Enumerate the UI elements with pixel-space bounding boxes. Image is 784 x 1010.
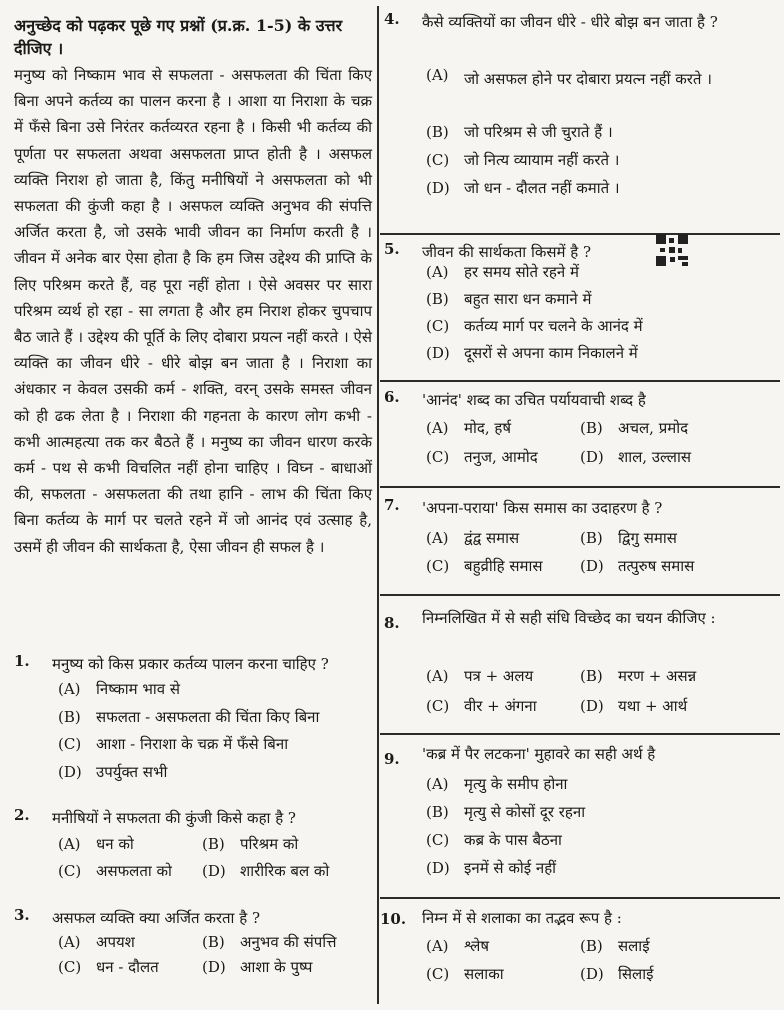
question-number: 2. (14, 806, 30, 824)
question-5 (384, 240, 776, 375)
option-a[interactable]: (A) जो असफल होने पर दोबारा प्रयत्न नहीं करते । (426, 66, 712, 88)
question-text: जीवन की सार्थकता किसमें है ? (422, 243, 592, 261)
question-number: 4. (384, 10, 400, 28)
question-text: असफल व्यक्ति क्या अर्जित करता है ? (52, 909, 260, 927)
divider-q10 (380, 897, 780, 899)
option-a[interactable]: (A) हर समय सोते रहने में (426, 263, 579, 281)
option-b[interactable]: (B) मरण + असन्न (580, 667, 697, 685)
option-c[interactable]: (C) जो नित्य व्यायाम नहीं करते । (426, 151, 620, 169)
option-a[interactable]: (A) अपयश (58, 933, 135, 951)
question-number: 5. (384, 240, 400, 258)
divider-q6 (380, 380, 780, 382)
option-c[interactable]: (C) कर्तव्य मार्ग पर चलने के आनंद में (426, 317, 643, 335)
question-text: मनुष्य को किस प्रकार कर्तव्य पालन करना चाहिए ? (52, 655, 329, 673)
question-2 (14, 806, 374, 896)
option-d[interactable]: (D) दूसरों से अपना काम निकालने में (426, 344, 638, 362)
column-divider (377, 6, 379, 1004)
instruction-heading: अनुच्छेद को पढ़कर पूछे गए प्रश्नों (प्र.क्र. 1-5) के उत्तर दीजिए । (14, 16, 343, 58)
option-a[interactable]: (A) निष्काम भाव से (58, 680, 181, 698)
question-9 (384, 742, 776, 892)
passage-section (14, 14, 372, 560)
question-1 (14, 652, 374, 792)
option-c[interactable]: (C) आशा - निराशा के चक्र में फँसे बिना (58, 735, 289, 753)
question-text: निम्नलिखित में से सही संधि विच्छेद का चयन कीजिए : (422, 609, 716, 627)
question-number: 7. (384, 496, 400, 514)
question-8 (384, 604, 776, 729)
option-c[interactable]: (C) वीर + अंगना (426, 697, 537, 715)
option-c[interactable]: (C) कब्र के पास बैठना (426, 831, 562, 849)
divider-q8 (380, 594, 780, 596)
option-d[interactable]: (D) जो धन - दौलत नहीं कमाते । (426, 179, 620, 197)
option-b[interactable]: (B) अचल, प्रमोद (580, 419, 689, 437)
question-text: 'कब्र में पैर लटकना' मुहावरे का सही अर्थ है (422, 745, 656, 763)
question-4 (384, 10, 776, 230)
option-d[interactable]: (D) उपर्युक्त सभी (58, 763, 168, 781)
option-b[interactable]: (B) द्विगु समास (580, 529, 677, 547)
option-b[interactable]: (B) मृत्यु से कोसों दूर रहना (426, 803, 586, 821)
option-b[interactable]: (B) अनुभव की संपत्ति (202, 933, 337, 951)
option-a[interactable]: (A) धन को (58, 835, 134, 853)
question-number: 8. (384, 614, 400, 632)
option-b[interactable]: (B) परिश्रम को (202, 835, 299, 853)
option-a[interactable]: (A) द्वंद्व समास (426, 529, 520, 547)
question-3 (14, 906, 374, 996)
question-text: निम्न में से शलाका का तद्भव रूप है : (422, 909, 622, 927)
question-number: 3. (14, 906, 30, 924)
option-c[interactable]: (C) असफलता को (58, 862, 172, 880)
passage-text: मनुष्य को निष्काम भाव से सफलता - असफलता की चिंता किए बिना अपने कर्तव्य का पालन करना है । आशा या निराशा के चक्र में फँसे बिना उसे निरंतर कर्तव्यरत रहना है । किसी भी कर्तव्य की पूर्णता पर सफलता अथवा असफलता प्राप्त होती है । असफल व्यक्ति निराश हो जाता है, किंतु मनीषियों ने असफलता को भी सफलता की कुंजी कहा है । असफल व्यक्ति अनुभव की संपत्ति अर्जित करता है, जो उसके भावी जीवन का निर्माण करती है । जीवन में अनेक बार ऐसा होता है कि हम जिस उद्देश्य की प्राप्ति के लिए परिश्रम करते हैं, वह पूरा नहीं होता । ऐसे अवसर पर सारा परिश्रम व्यर्थ हो रहा - सा लगता है और हम निराश होकर चुपचाप बैठ जाते हैं । उद्देश्य की पूर्ति के लिए दोबारा प्रयत्न नहीं करते । ऐसे व्यक्ति का जीवन धीरे - धीरे बोझ बन जाता है । निराशा का अंधकार न केवल उसकी कर्म - शक्ति, वरन् उसके समस्त जीवन को ही ढक लेता है । निराशा की गहनता के कारण लोग कभी - कभी आत्महत्या तक कर बैठते हैं । मनुष्य का जीवन धारण करके कर्म - पथ से कभी विचलित नहीं होना चाहिए । विघ्न - बाधाओं की, सफलता - असफलता की तथा हानि - लाभ की चिंता किए बिना कर्तव्य के मार्ग पर चलते रहने में जो आनंद एवं उत्साह है, उसमें ही जीवन की सार्थकता है, ऐसा जीवन ही सफल है । (14, 66, 372, 556)
option-b[interactable]: (B) बहुत सारा धन कमाने में (426, 290, 592, 308)
divider-q9 (380, 733, 780, 735)
option-d[interactable]: (D) आशा के पुष्प (202, 958, 313, 976)
question-6 (384, 388, 776, 483)
option-c[interactable]: (C) तनुज, आमोद (426, 448, 538, 466)
question-7 (384, 496, 776, 591)
question-text: 'अपना-पराया' किस समास का उदाहरण है ? (422, 499, 663, 517)
question-number: 6. (384, 388, 400, 406)
option-d[interactable]: (D) यथा + आर्थ (580, 697, 688, 715)
option-c[interactable]: (C) धन - दौलत (58, 958, 159, 976)
option-d[interactable]: (D) सिलाई (580, 965, 654, 983)
option-d[interactable]: (D) तत्पुरुष समास (580, 557, 695, 575)
question-text: मनीषियों ने सफलता की कुंजी किसे कहा है ? (52, 809, 296, 827)
option-d[interactable]: (D) इनमें से कोई नहीं (426, 859, 557, 877)
option-b[interactable]: (B) सलाई (580, 937, 650, 955)
question-text: 'आनंद' शब्द का उचित पर्यायवाची शब्द है (422, 391, 646, 409)
option-b[interactable]: (B) जो परिश्रम से जी चुराते हैं । (426, 123, 613, 141)
option-c[interactable]: (C) सलाका (426, 965, 504, 983)
divider-q7 (380, 486, 780, 488)
option-d[interactable]: (D) शारीरिक बल को (202, 862, 330, 880)
question-text: कैसे व्यक्तियों का जीवन धीरे - धीरे बोझ बन जाता है ? (422, 13, 718, 31)
option-a[interactable]: (A) श्लेष (426, 937, 490, 955)
question-number: 10. (380, 910, 407, 928)
question-number: 1. (14, 652, 30, 670)
option-d[interactable]: (D) शाल, उल्लास (580, 448, 691, 466)
option-b[interactable]: (B) सफलता - असफलता की चिंता किए बिना (58, 708, 320, 726)
option-a[interactable]: (A) पत्र + अलय (426, 667, 534, 685)
question-10 (380, 906, 776, 1002)
question-number: 9. (384, 750, 400, 768)
divider-q5 (380, 233, 780, 235)
option-a[interactable]: (A) मोद, हर्ष (426, 419, 511, 437)
qr-code-icon (656, 234, 688, 266)
option-a[interactable]: (A) मृत्यु के समीप होना (426, 775, 568, 793)
option-c[interactable]: (C) बहुव्रीहि समास (426, 557, 543, 575)
